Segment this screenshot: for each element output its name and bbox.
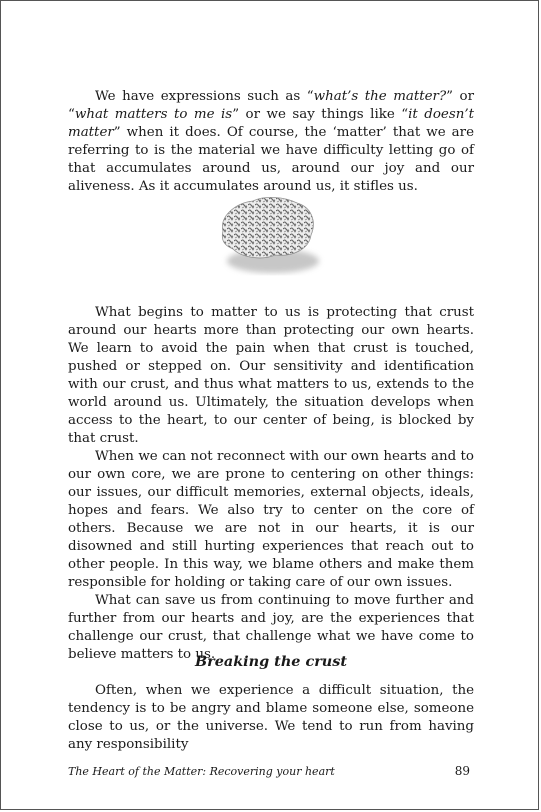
- text-run: ” when it does. Of course, the ‘matter’ that we are referring to is the material we have difficulty letting go of that accumulates around us, around our joy and our aliveness. As it accumulates around us, it stifles us.: [68, 125, 474, 194]
- running-footer-title: The Heart of the Matter: Recovering your heart: [68, 765, 335, 778]
- text-block-main: [68, 304, 474, 664]
- paragraph-reconnect: When we can not reconnect with our own hearts and to our own core, we are prone to centering on other things: our issues, our difficult memories, external objects, ideals, hopes and fears. We also try to center on the core of others. Because we are not in our hearts, it is our disowned and still hurting experiences that reach out to other people. In this way, we blame others and make them responsible for holding or taking care of our own issues.: [68, 449, 474, 590]
- text-run: ” or we say things like “: [232, 107, 409, 122]
- paragraph-what-can-save-us: What can save us from continuing to move further and further from our hearts and joy, are the experiences that challenge our crust, that challenge what we have come to believe matters to us.: [68, 593, 474, 662]
- italic-phrase: what’s the matter?: [313, 89, 447, 104]
- text-run: ” or “: [68, 89, 474, 122]
- page-number: 89: [454, 764, 470, 778]
- italic-phrase: it doesn’t matter: [68, 107, 474, 140]
- text-run: We have expressions such as “: [95, 89, 314, 104]
- italic-phrase: what matters to me is: [74, 107, 233, 122]
- paragraph-expressions: [68, 88, 474, 196]
- crust-icon: [213, 191, 325, 281]
- text-block-breaking: [68, 682, 474, 754]
- paragraph-difficult-situation: Often, when we experience a difficult situation, the tendency is to be angry and blame someone else, someone close to us, or the universe. We tend to run from having any responsibility: [68, 683, 474, 752]
- text-block-intro: [68, 88, 474, 196]
- paragraph-protecting-crust: What begins to matter to us is protecting that crust around our hearts more than protecting our own hearts. We learn to avoid the pain when that crust is touched, pushed or stepped on. Our sensitivity and identification with our crust, and thus what matters to us, extends to the world around us. Ultimately, the situation develops when access to the heart, to our center of being, is blocked by that crust.: [68, 305, 474, 446]
- section-heading: Breaking the crust: [194, 653, 348, 670]
